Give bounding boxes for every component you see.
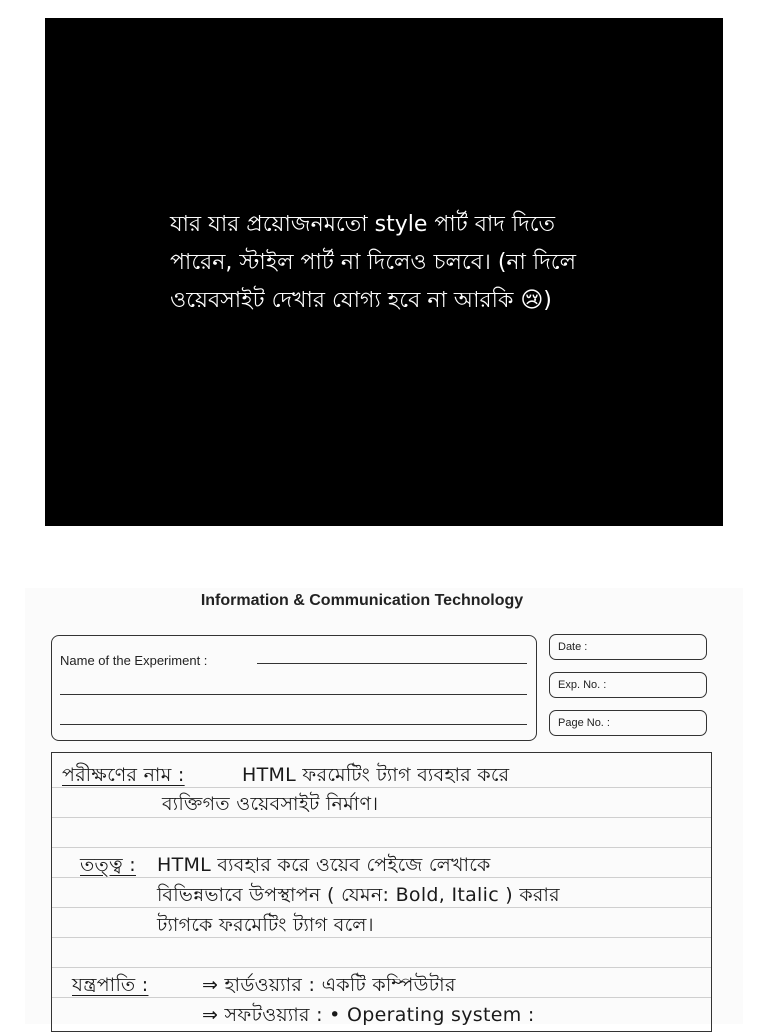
caption-text: যার যার প্রয়োজনমতো style পার্ট বাদ দিতে পারেন, স্টাইল পার্ট না দিলেও চলবে। (না দিলে ওয়েবসাইট দেখার যোগ্য হবে না আরকি 😢) — [170, 212, 577, 313]
name-line-2 — [60, 694, 527, 695]
equipment-line-2: ⇒ সফটওয়্যার : • Operating system : — [202, 1004, 535, 1026]
experiment-name-line-2: ব্যক্তিগত ওয়েবসাইট নির্মাণ। — [162, 793, 379, 815]
notebook-area — [51, 752, 712, 1032]
experiment-name-line-1: HTML ফরমেটিং ট্যাগ ব্যবহার করে — [242, 764, 510, 786]
theory-line-2: বিভিন্নভাবে উপস্থাপন ( যেমন: Bold, Italic ) করার — [157, 884, 560, 906]
exp-no-field: Exp. No. : — [549, 672, 707, 698]
worksheet-scan — [25, 588, 743, 1024]
worksheet-title: Information & Communication Technology — [200, 592, 524, 609]
theory-line-3: ট্যাগকে ফরমেটিং ট্যাগ বলে। — [157, 914, 374, 936]
date-field: Date : — [549, 634, 707, 660]
name-line-3 — [60, 724, 527, 725]
experiment-name-heading: পরীক্ষণের নাম : — [62, 764, 185, 786]
experiment-name-box — [51, 635, 537, 741]
name-line-1 — [257, 663, 527, 664]
theory-line-1: HTML ব্যবহার করে ওয়েব পেইজে লেখাকে — [157, 854, 491, 876]
experiment-name-label: Name of the Experiment : — [60, 653, 208, 668]
theory-heading: তত্ত্ব : — [80, 854, 136, 876]
equipment-heading: যন্ত্রপাতি : — [72, 974, 149, 996]
page-no-field: Page No. : — [549, 710, 707, 736]
equipment-line-1: ⇒ হার্ডওয়্যার : একটি কম্পিউটার — [202, 974, 456, 996]
caption-card — [45, 18, 723, 526]
